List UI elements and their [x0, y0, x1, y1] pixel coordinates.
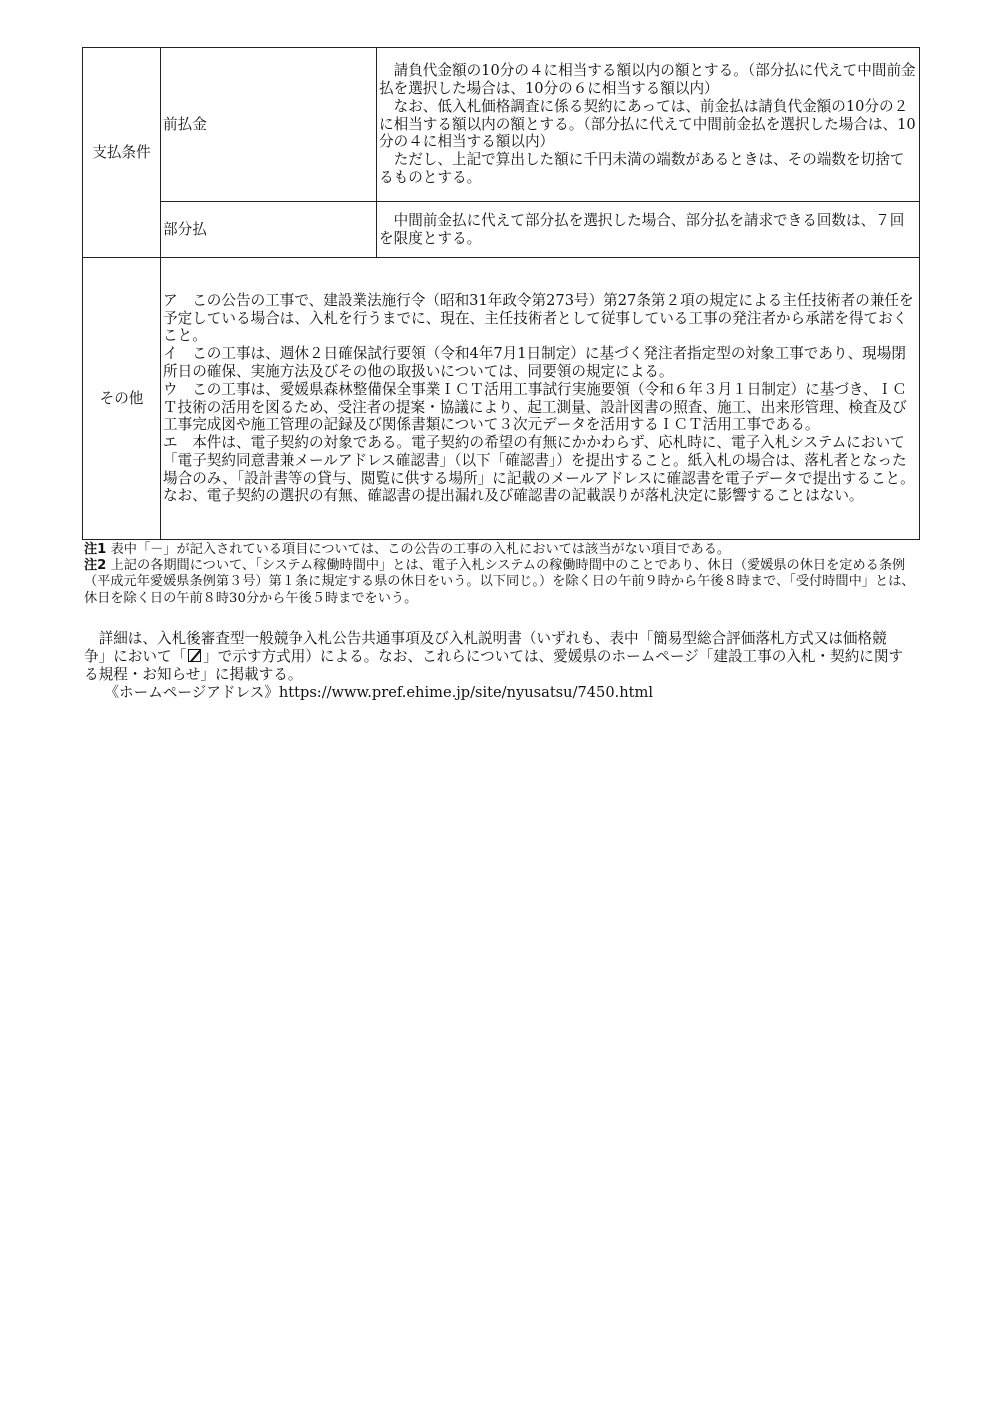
note-2-text: 上記の各期間について、「システム稼働時間中」とは、電子入札システムの稼働時間中のことであり、休日（愛媛県の休日を定める条例（平成元年愛媛県条例第３号）第１条に規定する県の休日をいう。以下同じ。）を除く日の午前９時から午後８時まで、「受付時間中」とは、休日を除く日の午前８時30分から午後５時までをいう。 [84, 558, 915, 606]
table-row-advance [83, 48, 920, 202]
other-item-i: イ この工事は、週休２日確保試行要領（令和4年7月1日制定）に基づく発注者指定型の対象工事であり、現場閉所日の確保、実施方法及びその他の取扱いについては、同要領の規定による。 [163, 345, 906, 380]
advance-payment-label: 前払金 [161, 48, 377, 202]
partial-payment-text [377, 202, 920, 258]
details-text-after: 」で示す方式用）による。なお、これらについては、愛媛県のホームページ「建設工事の入札・契約に関する規程・お知らせ」に掲載する。 [84, 648, 904, 683]
advance-payment-paragraph-2: なお、低入札価格調査に係る契約にあっては、前金払は請負代金額の10分の２に相当する額以内の額とする。（部分払に代えて中間前金払を選択した場合は、10分の４に相当する額以内） [379, 97, 916, 151]
other-text [161, 258, 920, 540]
checked-box-icon [188, 649, 201, 662]
other-item-u: ウ この工事は、愛媛県森林整備保全事業ＩＣＴ活用工事試行実施要領（令和６年３月１日制定）に基づき、ＩＣＴ技術の活用を図るため、受注者の提案・協議により、起工測量、設計図書の照査、施工、出来形管理、検査及び工事完成図や施工管理の記録及び関係書類について３次元データを活用するＩＣＴ活用工事である。 [163, 380, 907, 434]
other-label: その他 [83, 258, 161, 540]
homepage-line [84, 684, 904, 702]
footnotes [84, 542, 920, 607]
partial-payment-label: 部分払 [161, 202, 377, 258]
details-text-before: 詳細は、入札後審査型一般競争入札公告共通事項及び入札説明書（いずれも、表中「簡易型総合評価落札方式又は価格競争」において「 [84, 630, 887, 665]
conditions-table [82, 47, 920, 540]
table-row-other [83, 258, 920, 540]
note-1 [84, 542, 920, 558]
advance-payment-text [377, 48, 920, 202]
note-2-label: 注2 [84, 558, 107, 574]
other-item-a: ア この公告の工事で、建設業法施行令（昭和31年政令第273号）第27条第２項の規定による主任技術者の兼任を予定している場合は、入札を行うまでに、現在、主任技術者として従事している工事の発注者から承諾を得ておくこと。 [163, 291, 914, 345]
note-1-label: 注1 [84, 542, 107, 557]
note-1-text: 表中「－」が記入されている項目については、この公告の工事の入札においては該当がない項目である。 [110, 542, 731, 557]
details-section [84, 630, 904, 702]
table-row-partial [83, 202, 920, 258]
advance-payment-paragraph-3: ただし、上記で算出した額に千円未満の端数があるときは、その端数を切捨てるものとする。 [379, 151, 905, 186]
payment-conditions-label: 支払条件 [83, 48, 161, 258]
note-2 [84, 558, 920, 607]
homepage-url[interactable]: https://www.pref.ehime.jp/site/nyusatsu/7450.html [278, 684, 654, 701]
homepage-label: 《ホームページアドレス》 [104, 684, 279, 701]
advance-payment-paragraph-1: 請負代金額の10分の４に相当する額以内の額とする。（部分払に代えて中間前金払を選択した場合は、10分の６に相当する額以内） [379, 62, 916, 97]
other-item-e: エ 本件は、電子契約の対象である。電子契約の希望の有無にかかわらず、応札時に、電子入札システムにおいて「電子契約同意書兼メールアドレス確認書」（以下「確認書」）を提出すること。紙入札の場合は、落札者となった場合のみ、「設計書等の貸与、閲覧に供する場所」に記載のメールアドレスに確認書を電子データで提出すること。なお、電子契約の選択の有無、確認書の提出漏れ及び確認書の記載誤りが落札決定に影響することはない。 [163, 434, 915, 505]
partial-payment-paragraph: 中間前金払に代えて部分払を選択した場合、部分払を請求できる回数は、７回を限度とする。 [379, 212, 905, 247]
details-paragraph [84, 630, 904, 684]
